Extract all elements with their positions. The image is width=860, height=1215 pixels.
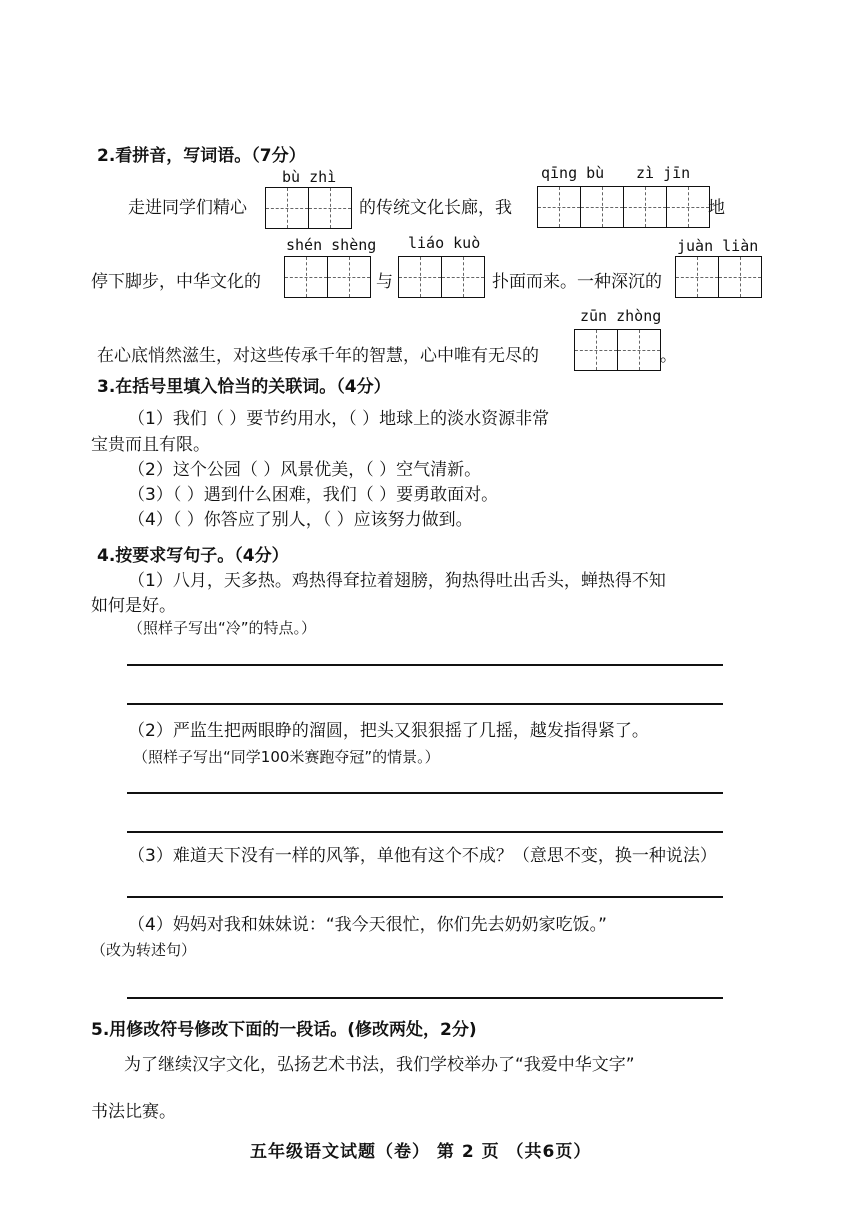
answer-box-shensheng[interactable] <box>284 256 371 298</box>
pinyin-label: liáo kuò <box>408 234 481 252</box>
q4-sentence: （2）严监生把两眼睁的溜圆，把头又狠狠摇了几摇，越发指得紧了。 <box>128 721 649 741</box>
answer-line[interactable] <box>127 831 723 833</box>
page-footer: 五年级语文试题（卷） 第 2 页 （共6页） <box>250 1142 592 1162</box>
pinyin-label: zì jīn <box>636 164 691 182</box>
q2-heading: 2.看拼音，写词语。（7分） <box>97 146 306 166</box>
tianzige-cell[interactable] <box>284 256 328 298</box>
answer-box-qingbu[interactable] <box>537 186 624 228</box>
q4-requirement: （照样子写出“同学100米赛跑夺冠”的情景。） <box>133 748 440 766</box>
q4-sentence: （4）妈妈对我和妹妹说：“我今天很忙，你们先去奶奶家吃饭。” <box>128 915 607 935</box>
tianzige-cell[interactable] <box>265 187 309 229</box>
tianzige-cell[interactable] <box>617 329 661 371</box>
answer-line[interactable] <box>127 664 723 666</box>
q4-requirement: （照样子写出“冷”的特点。） <box>128 619 317 637</box>
q2-line1-text: 地 <box>708 198 725 218</box>
tianzige-cell[interactable] <box>675 256 719 298</box>
answer-line[interactable] <box>127 896 723 898</box>
pinyin-label: shén shèng <box>286 236 377 254</box>
q4-sentence: （3）难道天下没有一样的风筝，单他有这个不成？（意思不变，换一种说法） <box>128 846 717 866</box>
tianzige-cell[interactable] <box>574 329 618 371</box>
q3-item: 宝贵而且有限。 <box>91 435 210 455</box>
q2-line2-text: 扑面而来。一种深沉的 <box>492 272 662 292</box>
tianzige-cell[interactable] <box>308 187 352 229</box>
q4-requirement: （改为转述句） <box>91 941 197 959</box>
answer-line[interactable] <box>127 703 723 705</box>
answer-box-juanlian[interactable] <box>675 256 762 298</box>
q3-item: （3）（ ）遇到什么困难，我们（ ）要勇敢面对。 <box>128 485 499 505</box>
q3-item: （4）（ ）你答应了别人，（ ）应该努力做到。 <box>128 510 473 530</box>
pinyin-label: bù zhì <box>282 168 337 186</box>
q4-sentence: （1）八月，天多热。鸡热得耷拉着翅膀，狗热得吐出舌头，蝉热得不知 <box>128 571 666 591</box>
pinyin-label: juàn liàn <box>677 237 759 255</box>
answer-box-buzhi[interactable] <box>265 187 352 229</box>
q4-sentence: 如何是好。 <box>91 596 176 616</box>
answer-box-zunzhong[interactable] <box>574 329 661 371</box>
q5-text: 为了继续汉字文化，弘扬艺术书法，我们学校举办了“我爱中华文字” <box>124 1055 635 1075</box>
q2-line3-text: 。 <box>660 346 677 366</box>
q3-heading: 3.在括号里填入恰当的关联词。（4分） <box>97 377 391 397</box>
tianzige-cell[interactable] <box>623 186 667 228</box>
q2-line3-text: 在心底悄然滋生，对这些传承千年的智慧，心中唯有无尽的 <box>97 346 539 366</box>
tianzige-cell[interactable] <box>327 256 371 298</box>
q5-heading: 5.用修改符号修改下面的一段话。(修改两处，2分) <box>91 1020 477 1040</box>
q2-line1-text: 走进同学们精心 <box>128 198 247 218</box>
q2-line1-text: 的传统文化长廊，我 <box>359 198 512 218</box>
tianzige-cell[interactable] <box>666 186 710 228</box>
answer-box-zijin[interactable] <box>623 186 710 228</box>
q2-line2-text: 与 <box>376 272 393 292</box>
tianzige-cell[interactable] <box>441 256 485 298</box>
q3-item: （1）我们（ ）要节约用水，（ ）地球上的淡水资源非常 <box>128 409 550 429</box>
q5-text: 书法比赛。 <box>91 1102 176 1122</box>
tianzige-cell[interactable] <box>718 256 762 298</box>
pinyin-label: zūn zhòng <box>580 307 662 325</box>
answer-line[interactable] <box>127 792 723 794</box>
answer-line[interactable] <box>127 997 723 999</box>
answer-box-liaokuo[interactable] <box>398 256 485 298</box>
pinyin-label: qīng bù <box>541 164 605 182</box>
tianzige-cell[interactable] <box>580 186 624 228</box>
tianzige-cell[interactable] <box>537 186 581 228</box>
q3-item: （2）这个公园（ ）风景优美，（ ）空气清新。 <box>128 460 482 480</box>
tianzige-cell[interactable] <box>398 256 442 298</box>
q4-heading: 4.按要求写句子。（4分） <box>97 546 289 566</box>
q2-line2-text: 停下脚步，中华文化的 <box>91 272 261 292</box>
